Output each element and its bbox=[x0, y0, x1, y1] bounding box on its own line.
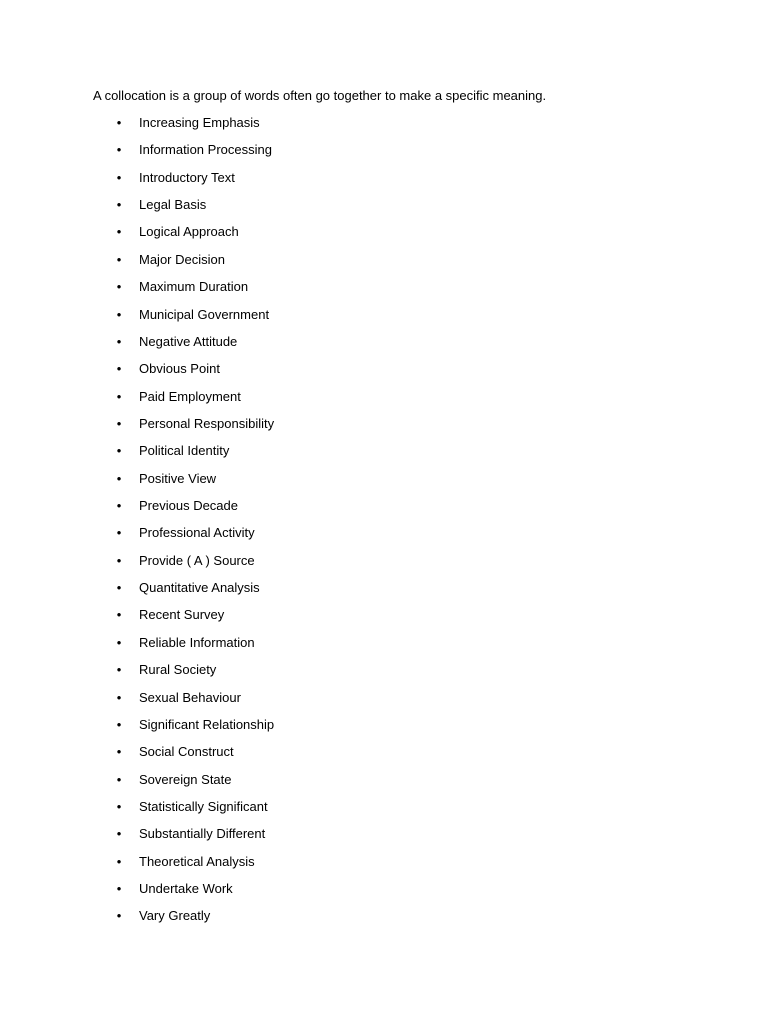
bullet-icon: • bbox=[116, 361, 122, 377]
list-item-text: Recent Survey bbox=[139, 607, 225, 623]
bullet-icon: • bbox=[116, 443, 122, 459]
bullet-icon: • bbox=[116, 306, 122, 322]
bullet-icon: • bbox=[116, 552, 122, 568]
list-item-text: Rural Society bbox=[139, 662, 217, 678]
bullet-icon: • bbox=[116, 826, 122, 842]
list-item-text: Information Processing bbox=[139, 142, 272, 158]
list-item-text: Legal Basis bbox=[139, 197, 207, 213]
bullet-icon: • bbox=[116, 251, 122, 267]
bullet-icon: • bbox=[116, 744, 122, 760]
list-item-text: Major Decision bbox=[139, 251, 225, 267]
list-item-text: Undertake Work bbox=[139, 881, 233, 897]
list-item-text: Professional Activity bbox=[139, 525, 255, 541]
list-item-text: Negative Attitude bbox=[139, 333, 238, 349]
list-item-text: Social Construct bbox=[139, 744, 234, 760]
bullet-icon: • bbox=[116, 388, 122, 404]
bullet-icon: • bbox=[116, 498, 122, 514]
bullet-icon: • bbox=[116, 470, 122, 486]
bullet-icon: • bbox=[116, 415, 122, 431]
list-item-text: Vary Greatly bbox=[139, 908, 211, 924]
list-item-text: Political Identity bbox=[139, 443, 230, 459]
bullet-icon: • bbox=[116, 115, 122, 130]
list-item-text: Substantially Different bbox=[139, 826, 266, 842]
list-item-text: Maximum Duration bbox=[139, 279, 249, 295]
bullet-icon: • bbox=[116, 881, 122, 897]
list-item-text: Obvious Point bbox=[139, 361, 220, 377]
list-item-text: Personal Responsibility bbox=[139, 415, 275, 431]
list-item-text: Statistically Significant bbox=[139, 798, 268, 814]
list-item-text: Theoretical Analysis bbox=[139, 853, 255, 869]
bullet-icon: • bbox=[116, 798, 122, 814]
list-item-text: Increasing Emphasis bbox=[139, 115, 260, 130]
bullet-icon: • bbox=[116, 224, 122, 240]
bullet-icon: • bbox=[116, 333, 122, 349]
list-item-text: Previous Decade bbox=[139, 498, 238, 514]
bullet-icon: • bbox=[116, 908, 122, 924]
bullet-icon: • bbox=[116, 580, 122, 596]
list-item-text: Significant Relationship bbox=[139, 716, 275, 732]
intro-paragraph: A collocation is a group of words often go together to make a specific meaning. bbox=[93, 88, 547, 103]
bullet-icon: • bbox=[116, 607, 122, 623]
list-item-text: Positive View bbox=[139, 470, 217, 486]
bullet-icon: • bbox=[116, 169, 122, 185]
list-item-text: Paid Employment bbox=[139, 388, 241, 404]
list-item-text: Municipal Government bbox=[139, 306, 270, 322]
bullet-icon: • bbox=[116, 142, 122, 158]
bullet-icon: • bbox=[116, 197, 122, 213]
bullet-icon: • bbox=[116, 634, 122, 650]
list-item-text: Quantitative Analysis bbox=[139, 580, 260, 596]
bullet-icon: • bbox=[116, 771, 122, 787]
bullet-icon: • bbox=[116, 716, 122, 732]
bullet-icon: • bbox=[116, 853, 122, 869]
list-item-text: Sovereign State bbox=[139, 771, 232, 787]
list-item-text: Sexual Behaviour bbox=[139, 689, 241, 705]
bullet-icon: • bbox=[116, 689, 122, 705]
list-item-text: Logical Approach bbox=[139, 224, 239, 240]
list-item-text: Introductory Text bbox=[139, 169, 235, 185]
list-item-text: Provide ( A ) Source bbox=[139, 552, 255, 568]
bullet-icon: • bbox=[116, 662, 122, 678]
bullet-icon: • bbox=[116, 525, 122, 541]
list-item-text: Reliable Information bbox=[139, 634, 255, 650]
bullet-icon: • bbox=[116, 279, 122, 295]
